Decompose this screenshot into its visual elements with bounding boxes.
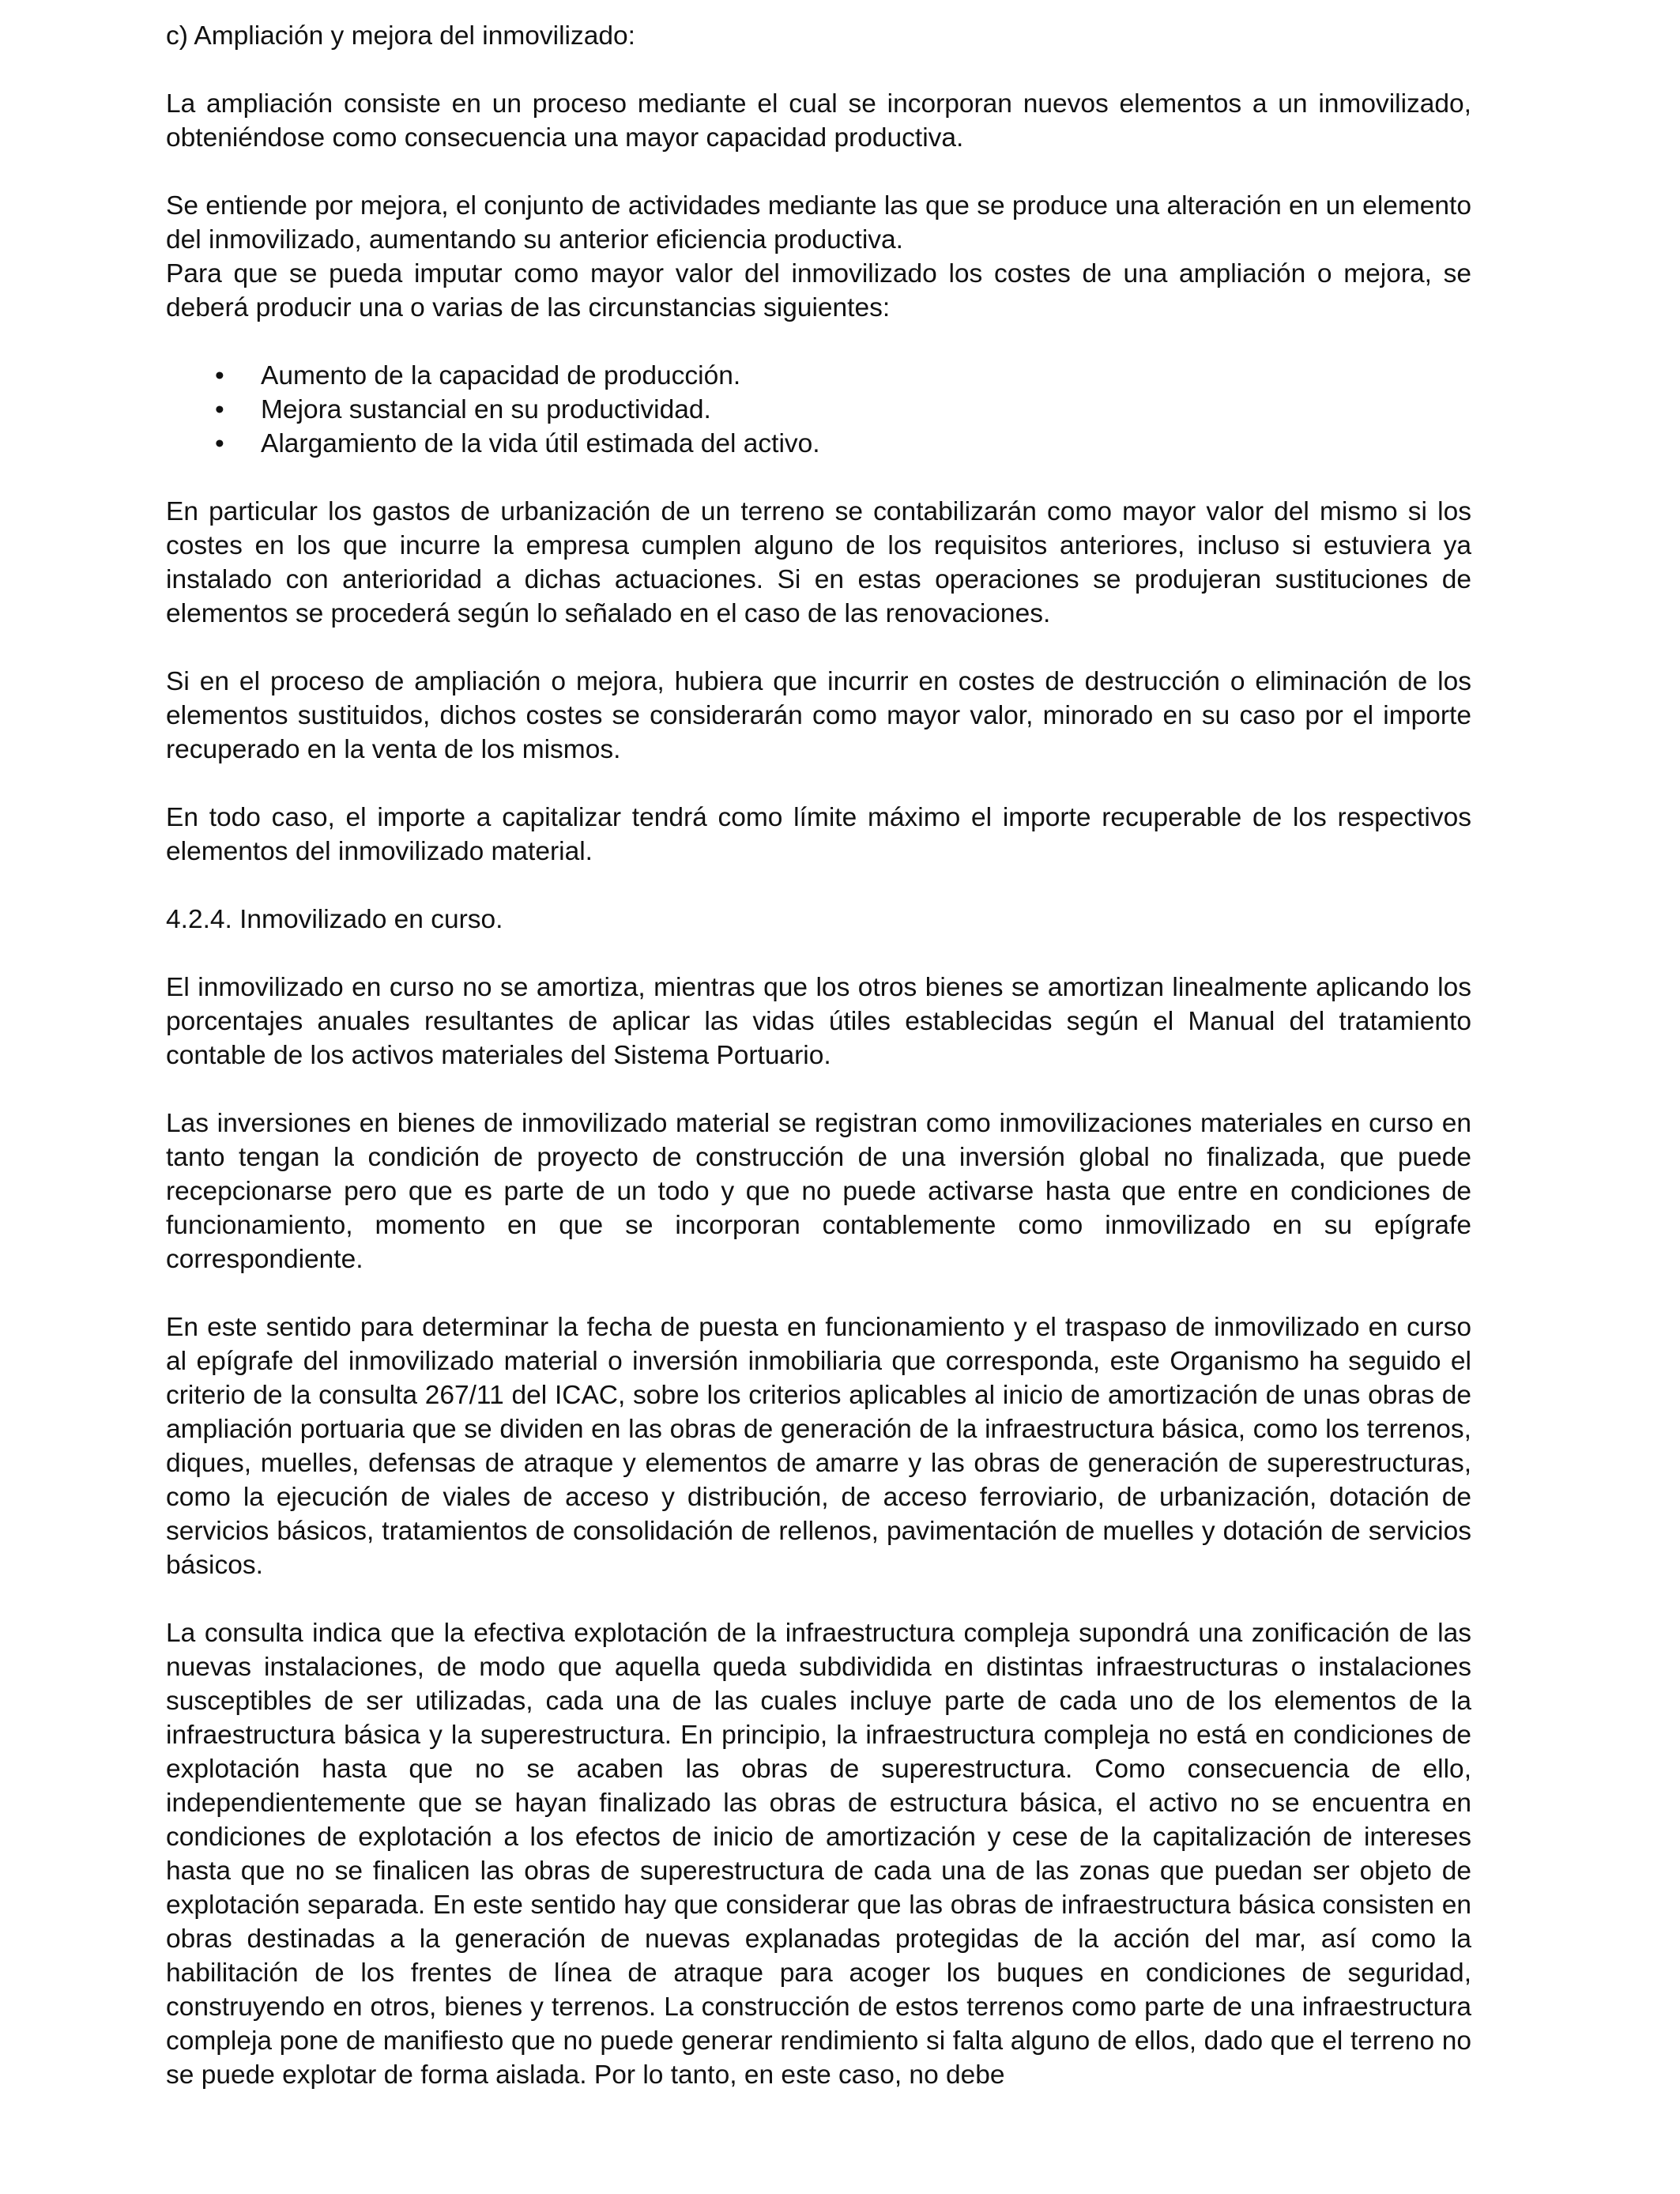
paragraph-ampliacion: La ampliación consiste en un proceso mediante el cual se incorporan nuevos elementos a un inmovilizado, obteniéndose como consecuencia una mayor capacidad productiva. — [166, 89, 1471, 153]
paragraph-inversiones: Las inversiones en bienes de inmovilizado material se registran como inmovilizaciones materiales en curso en tanto tengan la condición de proyecto de construcción de una inversión global no finalizada, que puede recepcionarse pero que es parte de un todo y que no puede activarse hasta que entre en condiciones de funcionamiento, momento en que se incorporan contablemente como inmovilizado en su epígrafe correspondiente. — [166, 1109, 1471, 1274]
bullet-icon: • — [215, 429, 224, 458]
paragraph-mejora-definicion: Se entiende por mejora, el conjunto de actividades mediante las que se produce una alteración en un elemento del inmovilizado, aumentando su anterior eficiencia productiva. — [166, 191, 1471, 254]
paragraph-imputar-coste: Para que se pueda imputar como mayor valor del inmovilizado los costes de una ampliación o mejora, se deberá producir una o varias de las circunstancias siguientes: — [166, 259, 1471, 322]
list-item — [166, 359, 1471, 393]
circunstancias-list — [166, 359, 1471, 461]
paragraph-explotacion-infraestructura: La consulta indica que la efectiva explotación de la infraestructura compleja supondrá una zonificación de las nuevas instalaciones, de modo que aquella queda subdividida en distintas infraestructuras o instalaciones susceptibles de ser utilizadas, cada una de las cuales incluye parte de cada uno de los elementos de la infraestructura básica y la superestructura. En principio, la infraestructura compleja no está en condiciones de explotación hasta que no se acaben las obras de superestructura. Como consecuencia de ello, independientemente que se hayan finalizado las obras de estructura básica, el activo no se encuentra en condiciones de explotación a los efectos de inicio de amortización y cese de la capitalización de intereses hasta que no se finalicen las obras de superestructura de cada una de las zonas que puedan ser objeto de explotación separada. En este sentido hay que considerar que las obras de infraestructura básica consisten en obras destinadas a la generación de nuevas explanadas protegidas de la acción del mar, así como la habilitación de los frentes de línea de atraque para acoger los buques en condiciones de seguridad, construyendo en otros, bienes y terrenos. La construcción de estos terrenos como parte de una infraestructura compleja pone de manifiesto que no puede generar rendimiento si falta alguno de ellos, dado que el terreno no se puede explotar de forma aislada. Por lo tanto, en este caso, no debe — [166, 1619, 1471, 2090]
section-heading-ampliacion-mejora: c) Ampliación y mejora del inmovilizado: — [166, 21, 635, 51]
paragraph-limite-capitalizar: En todo caso, el importe a capitalizar tendrá como límite máximo el importe recuperable de los respectivos elementos del inmovilizado material. — [166, 803, 1471, 866]
list-item-text: Alargamiento de la vida útil estimada del activo. — [261, 429, 820, 458]
list-item-text: Mejora sustancial en su productividad. — [261, 395, 711, 424]
list-item-text: Aumento de la capacidad de producción. — [261, 361, 741, 390]
paragraph-consulta-icac: En este sentido para determinar la fecha de puesta en funcionamiento y el traspaso de inmovilizado en curso al epígrafe del inmovilizado material o inversión inmobiliaria que corresponda, este Organismo ha seguido el criterio de la consulta 267/11 del ICAC, sobre los criterios aplicables al inicio de amortización de unas obras de ampliación portuaria que se dividen en las obras de generación de la infraestructura básica, como los terrenos, diques, muelles, defensas de atraque y elementos de amarre y las obras de generación de superestructuras, como la ejecución de viales de acceso y distribución, de acceso ferroviario, de urbanización, dotación de servicios básicos, tratamientos de consolidación de rellenos, pavimentación de muelles y dotación de servicios básicos. — [166, 1313, 1471, 1580]
list-item — [166, 393, 1471, 427]
paragraph-costes-destruccion: Si en el proceso de ampliación o mejora, hubiera que incurrir en costes de destrucción o eliminación de los elementos sustituidos, dichos costes se considerarán como mayor valor, minorado en su caso por el importe recuperado en la venta de los mismos. — [166, 667, 1471, 764]
list-item — [166, 427, 1471, 461]
paragraph-no-amortiza: El inmovilizado en curso no se amortiza, mientras que los otros bienes se amortizan linealmente aplicando los porcentajes anuales resultantes de aplicar las vidas útiles establecidas según el Manual del tratamiento contable de los activos materiales del Sistema Portuario. — [166, 973, 1471, 1070]
section-heading-inmovilizado-en-curso: 4.2.4. Inmovilizado en curso. — [166, 905, 503, 934]
paragraph-urbanizacion: En particular los gastos de urbanización de un terreno se contabilizarán como mayor valor del mismo si los costes en los que incurre la empresa cumplen alguno de los requisitos anteriores, incluso si estuviera ya instalado con anterioridad a dichas actuaciones. Si en estas operaciones se produjeran sustituciones de elementos se procederá según lo señalado en el caso de las renovaciones. — [166, 497, 1471, 628]
bullet-icon: • — [215, 361, 224, 390]
bullet-icon: • — [215, 395, 224, 424]
